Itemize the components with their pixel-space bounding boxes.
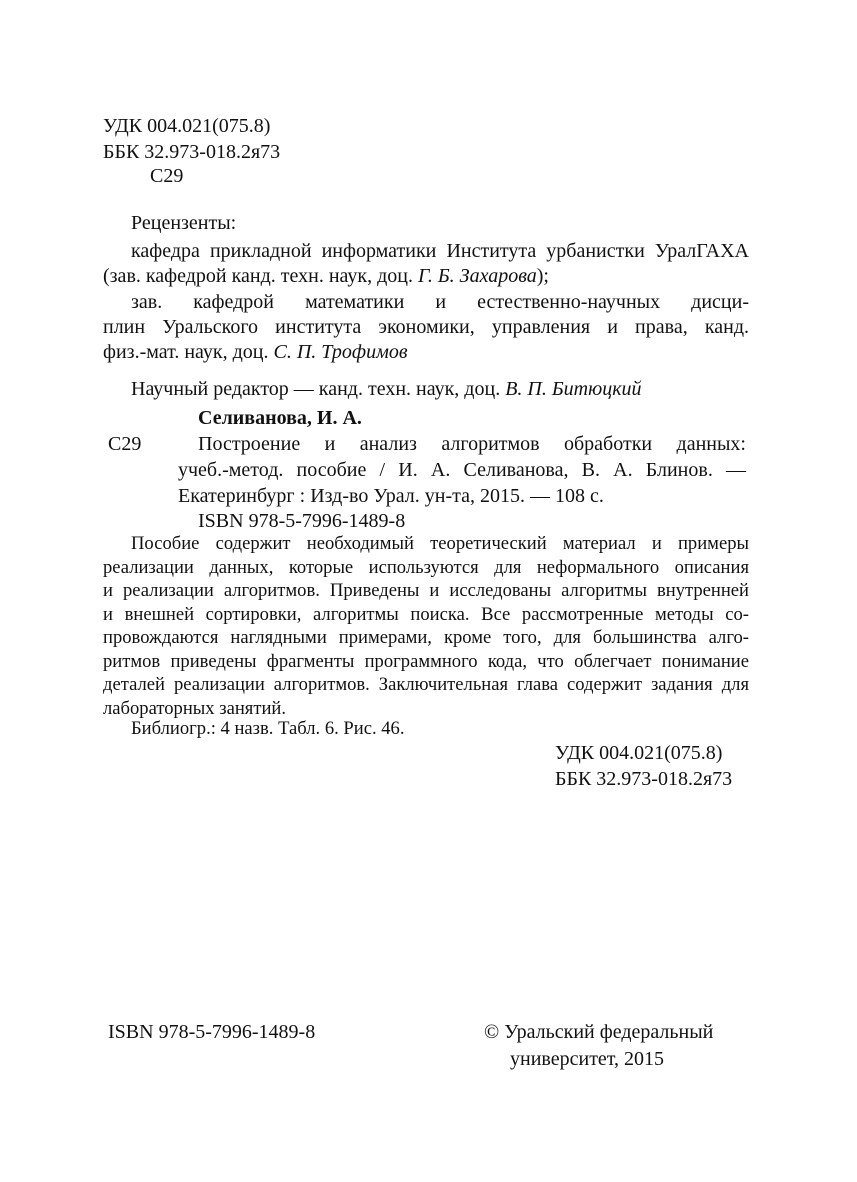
- catalog-author: Селиванова, И. А.: [198, 407, 362, 429]
- udk-code-top: УДК 004.021(075.8): [103, 115, 271, 137]
- reviewer-1-name: Г. Б. Захарова: [418, 265, 537, 287]
- abstract-line: реализации данных, которые используются для неформального описания: [103, 556, 749, 578]
- abstract-line: ритмов приведены фрагменты программного кода, что облегчает понимание: [103, 650, 749, 672]
- abstract-line: провождаются наглядными примерами, кроме того, для большинства алго-: [103, 627, 749, 648]
- catalog-title-line-2: учеб.-метод. пособие / И. А. Селиванова, В. А. Блинов. —: [178, 459, 746, 481]
- catalog-isbn: ISBN 978-5-7996-1489-8: [198, 510, 406, 532]
- reviewers-title: Рецензенты:: [131, 212, 237, 234]
- abstract-line: и реализации алгоритмов. Приведены и исследованы алгоритмы внутренней: [103, 580, 749, 601]
- bbk-code-top: ББК 32.973-018.2я73: [103, 141, 281, 163]
- reviewer-2-line-2: плин Уральского института экономики, управления и права, канд.: [103, 316, 749, 338]
- editor-name: В. П. Битюцкий: [505, 378, 642, 400]
- udk-code-bottom: УДК 004.021(075.8): [555, 742, 723, 764]
- reviewer-1-position: (зав. кафедрой канд. техн. наук, доц.: [103, 265, 419, 287]
- reviewer-1-line-2: [103, 266, 549, 286]
- abstract: [103, 535, 749, 723]
- catalog-sign: С29: [108, 433, 142, 455]
- abstract-line: Пособие содержит необходимый теоретический материал и примеры: [131, 533, 749, 554]
- abstract-line: лабораторных занятий.: [103, 697, 286, 719]
- footer-isbn: ISBN 978-5-7996-1489-8: [108, 1021, 316, 1043]
- reviewer-1-suffix: );: [536, 265, 549, 287]
- reviewer-2-line-3: [103, 342, 408, 362]
- reviewer-1-line-1: кафедра прикладной информатики Института урбанистки УралГАХА: [131, 240, 749, 262]
- abstract-line: и внешней сортировки, алгоритмы поиска. Все рассмотренные методы со-: [103, 603, 749, 625]
- abstract-line: деталей реализации алгоритмов. Заключительная глава содержит задания для: [103, 674, 749, 695]
- reviewer-2-line-1: зав. кафедрой математики и естественно-научных дисци-: [131, 291, 749, 313]
- catalog-publisher: Екатеринбург : Изд-во Урал. ун-та, 2015. — 108 с.: [178, 485, 604, 507]
- author-sign-top: С29: [150, 165, 184, 187]
- reviewer-2-name: С. П. Трофимов: [273, 341, 408, 363]
- reviewer-2-position: физ.-мат. наук, доц.: [103, 341, 274, 363]
- copyright-line-1: © Уральский федеральный: [484, 1021, 714, 1043]
- copyright-line-2: университет, 2015: [510, 1048, 665, 1070]
- catalog-title-line-1: Построение и анализ алгоритмов обработки данных:: [198, 433, 746, 455]
- scientific-editor: [131, 379, 642, 399]
- editor-position: Научный редактор — канд. техн. наук, доц.: [131, 378, 506, 400]
- bbk-code-bottom: ББК 32.973-018.2я73: [555, 768, 733, 790]
- bibliography-note: Библиогр.: 4 назв. Табл. 6. Рис. 46.: [131, 718, 405, 739]
